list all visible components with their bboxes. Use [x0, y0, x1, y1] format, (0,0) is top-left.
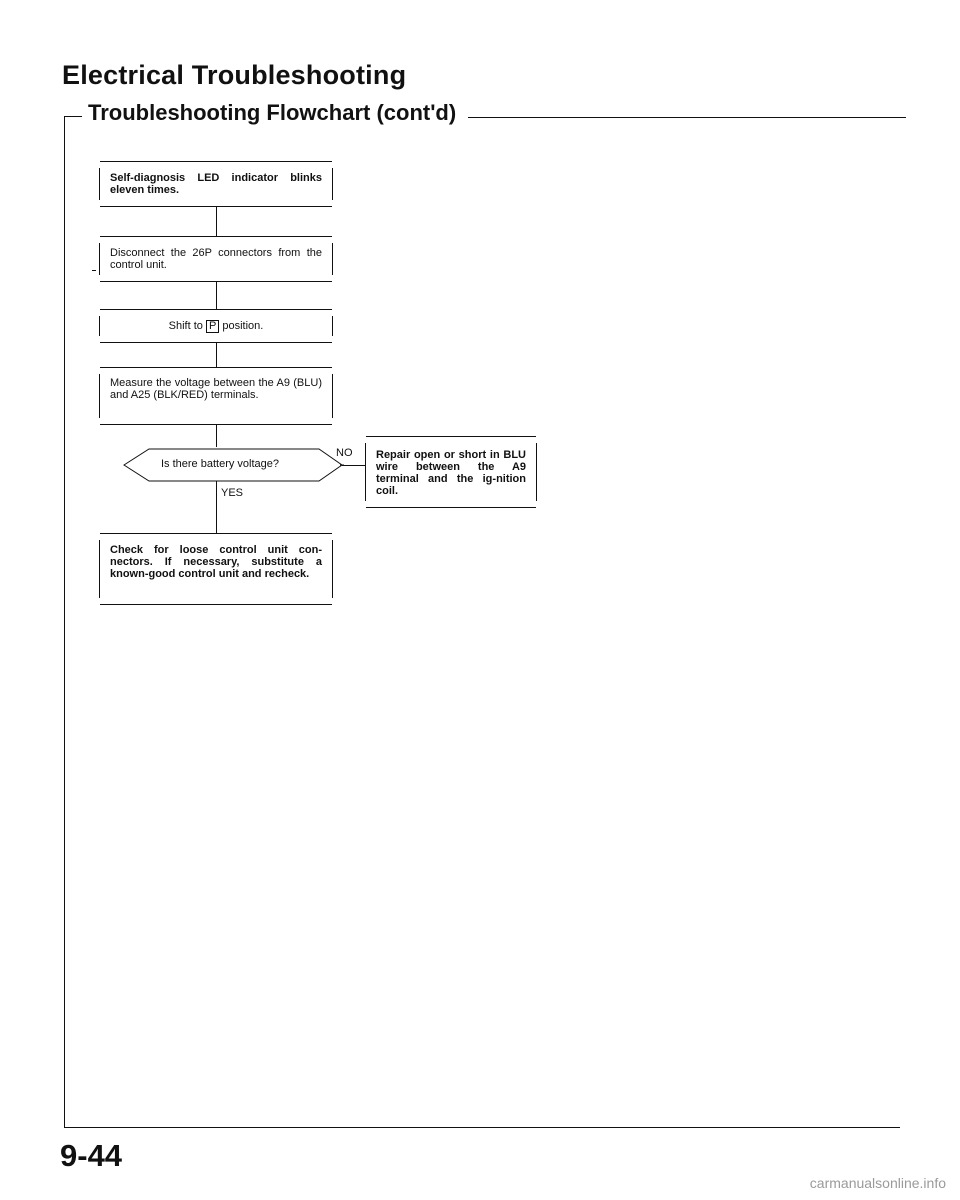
flow-box-repair-wire-text: Repair open or short in BLU wire between the A9 terminal and the ig-nition coil.	[376, 449, 526, 497]
frame-left-border	[64, 116, 65, 1128]
flow-connector	[216, 282, 217, 309]
page-number: 9-44	[60, 1138, 123, 1173]
flow-box-measure-voltage	[100, 367, 332, 425]
flow-connector	[216, 343, 217, 367]
flow-box-led-indicator-text: Self-diagnosis LED indicator blinks eleven times.	[110, 172, 322, 196]
flow-box-check-connectors-text: Check for loose control unit con-nectors. If necessary, substitute a known-good control unit and recheck.	[110, 544, 322, 580]
frame-bottom-border	[64, 1127, 900, 1128]
section-rule-right	[468, 117, 906, 118]
flow-box-measure-voltage-text: Measure the voltage between the A9 (BLU) and A25 (BLK/RED) terminals.	[110, 377, 322, 401]
shift-text-after: position.	[222, 320, 264, 332]
flow-box-check-connectors	[100, 533, 332, 605]
shift-text-before: Shift to	[168, 320, 203, 332]
margin-tick	[92, 270, 96, 271]
decision-question: Is there battery voltage?	[160, 458, 279, 470]
flow-connector	[216, 207, 217, 236]
flow-box-shift-position	[100, 309, 332, 343]
page-title: Electrical Troubleshooting	[62, 60, 407, 90]
yes-label: YES	[221, 487, 244, 499]
section-rule-left	[64, 116, 82, 117]
no-label: NO	[336, 447, 353, 459]
flow-box-shift-position-text	[110, 320, 322, 333]
flow-box-repair-wire	[366, 436, 536, 508]
flow-box-disconnect-text: Disconnect the 26P connectors from the control unit.	[110, 247, 322, 271]
flow-connector-no	[342, 465, 366, 466]
flow-box-led-indicator	[100, 161, 332, 207]
flow-connector-yes	[216, 481, 217, 533]
section-title: Troubleshooting Flowchart (cont'd)	[88, 100, 457, 125]
flow-box-disconnect	[100, 236, 332, 282]
watermark: carmanualsonline.info	[809, 1175, 946, 1191]
park-position-key: P	[206, 320, 219, 333]
